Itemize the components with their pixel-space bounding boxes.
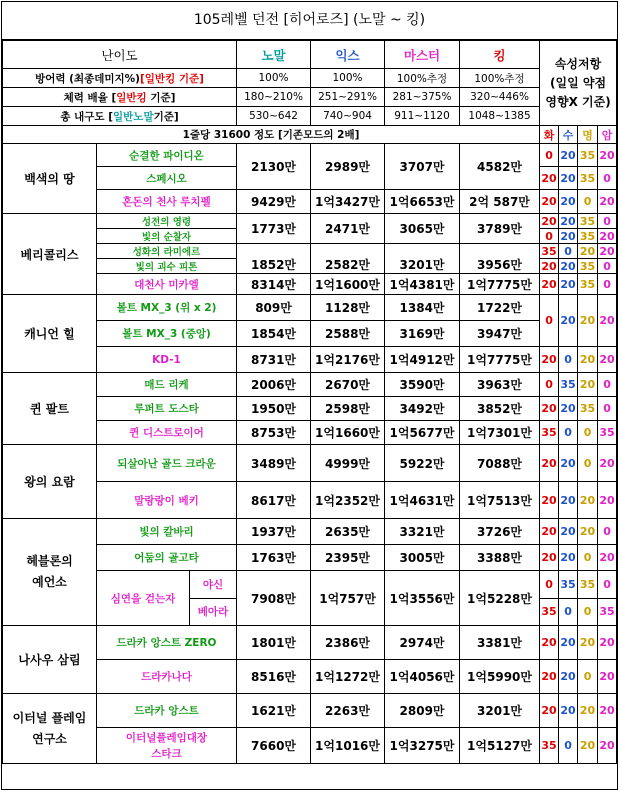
resist-water: 20	[560, 229, 576, 243]
hp-cell: 1억3275만	[385, 728, 460, 764]
hp-cell: 3963만	[460, 373, 540, 397]
resist-light: 35	[578, 259, 598, 274]
resist-note2: 영향X 기준)	[545, 94, 611, 109]
resist-light: 35	[578, 397, 598, 421]
master-header: 마스터	[385, 41, 460, 69]
hp-cell: 2395만	[311, 545, 385, 571]
hp-cell: 3492만	[385, 397, 460, 421]
difficulty-header: 난이도	[3, 41, 237, 69]
dungeon-name: 왕의 요람	[3, 445, 97, 519]
resist-water: 20	[559, 445, 578, 482]
resist-water: 20	[559, 660, 578, 694]
hp-cell: 2974만	[385, 626, 460, 660]
normal-header: 노말	[237, 41, 311, 69]
hp-cell: 1억5228만	[460, 571, 540, 626]
hp-cell: 1억2176만	[311, 347, 385, 373]
resist-water: 20	[559, 626, 578, 660]
hp-cell: 1억3556만	[385, 571, 460, 626]
resist-dark: 35	[598, 421, 617, 445]
hp-cell: 8753만	[237, 421, 311, 445]
resist-water: 35	[559, 571, 578, 599]
resist-dark: 0	[598, 167, 617, 190]
hp-cell: 4582만	[460, 144, 540, 190]
stat-cell: 100%추정	[460, 69, 540, 88]
hp-cell: 1억7775만	[460, 274, 540, 295]
boss-name: KD-1	[97, 347, 237, 373]
boss-form-a: 야신	[190, 571, 236, 599]
resist-light: 0	[578, 598, 598, 626]
hp-cell: 2471만	[311, 214, 385, 244]
stat-cell: 100%	[237, 69, 311, 88]
resist-water: 20	[559, 482, 578, 519]
monster-name: 매드 리케	[97, 373, 237, 397]
dungeon-name-line1: 이터널 플레임	[12, 710, 87, 725]
resist-fire: 0	[540, 295, 559, 347]
resist-fire: 20	[540, 482, 559, 519]
boss-name: 말랑랑이 베키	[97, 482, 237, 519]
hp-cell: 3005만	[385, 545, 460, 571]
hp-cell: 2588만	[311, 321, 385, 347]
stat-cell: 740~904	[311, 107, 385, 126]
hp-cell: 1722만	[460, 295, 540, 321]
note-row: 1줄당 31600 정도 [기존모드의 2배]	[3, 126, 540, 144]
resist-water: 20	[559, 274, 578, 295]
hp-cell: 1억1016만	[311, 728, 385, 764]
resist-dark: 0	[598, 373, 617, 397]
hp-cell: 8516만	[237, 660, 311, 694]
boss-name: 심연을 걷는자	[97, 571, 190, 625]
resist-fire: 20	[540, 167, 559, 190]
hp-cell: 1384만	[385, 295, 460, 321]
hp-cell: 1773만	[237, 214, 311, 244]
resist-dark: 20	[599, 229, 615, 243]
hp-cell: 809만	[237, 295, 311, 321]
stat-cell: 100%추정	[385, 69, 460, 88]
resist-dark: 20	[598, 295, 617, 347]
monster-name: 순결한 파이디온	[97, 144, 237, 167]
hp-cell: 1852만	[237, 244, 311, 274]
resist-light: 20	[578, 626, 598, 660]
resist-light: 35	[578, 144, 598, 167]
resist-dark: 0	[598, 571, 617, 599]
hp-cell: 1763만	[237, 545, 311, 571]
resist-water: 20	[559, 694, 578, 728]
resist-fire: 0	[540, 144, 559, 167]
resist-light: 0	[578, 445, 598, 482]
resist-dark: 20	[598, 190, 617, 214]
hp-cell: 8731만	[237, 347, 311, 373]
dungeon-name-line1: 헤블론의	[26, 554, 73, 568]
resist-light: 0	[578, 190, 598, 214]
dungeon-name: 백색의 땅	[3, 144, 97, 214]
boss-name-line1: 이터널플레임대장	[125, 731, 208, 744]
hp-cell: 3947만	[460, 321, 540, 347]
resist-fire: 35	[540, 598, 559, 626]
hp-cell: 9429만	[237, 190, 311, 214]
dungeon-name-line2: 연구소	[32, 731, 67, 746]
hp-cell: 1억5990만	[460, 660, 540, 694]
hp-cell: 2263만	[311, 694, 385, 728]
stat-cell: 100%	[311, 69, 385, 88]
monster-name: 빛의 괴수 피톤	[97, 259, 237, 274]
element-dark: 암	[598, 126, 617, 144]
resist-light: 35	[578, 229, 598, 244]
resist-fire: 20	[540, 519, 559, 545]
boss-name	[97, 728, 237, 764]
resist-header	[540, 41, 617, 126]
resist-fire: 20	[540, 397, 559, 421]
resist-water: 20	[560, 259, 576, 273]
dungeon-table-sheet	[1, 1, 618, 790]
resist-fire: 20	[541, 259, 557, 273]
resist-light: 35	[578, 167, 598, 190]
page-title: 105레벨 던전 [히어로즈] (노말 ~ 킹)	[2, 2, 617, 40]
resist-fire: 20	[540, 626, 559, 660]
hp-cell: 1억4056만	[385, 660, 460, 694]
resist-water: 20	[559, 295, 578, 347]
resist-light: 35	[578, 571, 598, 599]
monster-name: 성전의 영령	[97, 214, 237, 229]
resist-light: 20	[578, 519, 598, 545]
element-water: 수	[559, 126, 578, 144]
monster-name: 성화의 라미에르	[97, 244, 237, 259]
resist-water: 0	[559, 728, 578, 764]
hp-cell: 3590만	[385, 373, 460, 397]
hp-cell: 1621만	[237, 694, 311, 728]
hp-cell: 3201만	[460, 694, 540, 728]
element-light: 명	[578, 126, 598, 144]
hp-cell: 1억4912만	[385, 347, 460, 373]
resist-dark: 0	[598, 397, 617, 421]
hp-cell: 7088만	[460, 445, 540, 482]
dungeon-name: 퀸 팔트	[3, 373, 97, 445]
resist-light: 35	[578, 214, 598, 229]
resist-water: 0	[559, 347, 578, 373]
resist-dark: 0	[598, 274, 617, 295]
resist-water: 0	[559, 244, 578, 259]
hp-cell: 1억5127만	[460, 728, 540, 764]
hp-cell: 1억1660만	[311, 421, 385, 445]
resist-dark: 0	[598, 214, 617, 229]
hp-cell: 1801만	[237, 626, 311, 660]
hp-cell: 1937만	[237, 519, 311, 545]
resist-note: (일일 약점	[550, 75, 607, 90]
monster-name: 스페시오	[97, 167, 237, 190]
hp-cell: 5922만	[385, 445, 460, 482]
dungeon-name: 나사우 삼림	[3, 626, 97, 694]
resist-water: 20	[559, 144, 578, 167]
hp-cell: 1억1600만	[311, 274, 385, 295]
monster-name: 드라카 앙스트	[97, 694, 237, 728]
hp-cell: 1128만	[311, 295, 385, 321]
hp-cell: 3065만	[385, 214, 460, 244]
monster-name: 빛의 순찰자	[97, 229, 237, 244]
hp-cell: 1억757만	[311, 571, 385, 626]
hp-cell: 4999만	[311, 445, 385, 482]
monster-name: 볼트 MX_3 (위 x 2)	[97, 295, 237, 321]
hp-cell: 2억 587만	[460, 190, 540, 214]
boss-name-line2: 스타크	[151, 747, 182, 760]
resist-fire: 35	[541, 244, 557, 258]
resist-fire: 35	[540, 421, 559, 445]
hp-cell: 3789만	[460, 214, 540, 244]
hp-cell: 1억4631만	[385, 482, 460, 519]
king-header: 킹	[460, 41, 540, 69]
resist-water: 35	[559, 373, 578, 397]
hp-cell: 3381만	[460, 626, 540, 660]
resist-water: 20	[559, 167, 578, 190]
resist-title: 속성저항	[554, 56, 602, 71]
resist-fire: 20	[540, 445, 559, 482]
monster-name: 되살아난 골드 크라운	[97, 445, 237, 482]
hp-cell: 2809만	[385, 694, 460, 728]
resist-fire: 20	[540, 274, 559, 295]
dungeon-name: 캐니언 힐	[3, 295, 97, 373]
expert-header: 익스	[311, 41, 385, 69]
stat-cell: 530~642	[237, 107, 311, 126]
resist-light: 20	[578, 728, 598, 764]
hp-cell: 2006만	[237, 373, 311, 397]
stat-cell: 251~291%	[311, 88, 385, 107]
hp-cell: 1950만	[237, 397, 311, 421]
hp-cell: 1억4381만	[385, 274, 460, 295]
resist-dark: 20	[598, 626, 617, 660]
resist-dark: 0	[598, 259, 617, 274]
stat-cell: 320~446%	[460, 88, 540, 107]
resist-water: 20	[559, 397, 578, 421]
resist-water: 20	[560, 214, 576, 228]
resist-dark: 20	[598, 347, 617, 373]
resist-dark: 20	[598, 660, 617, 694]
stat-cell: 281~375%	[385, 88, 460, 107]
resist-fire: 20	[540, 190, 559, 214]
resist-dark: 20	[598, 545, 617, 571]
hp-cell: 3489만	[237, 445, 311, 482]
resist-light: 20	[578, 373, 598, 397]
hp-cell: 1억1272만	[311, 660, 385, 694]
hp-cell: 2582만	[311, 244, 385, 274]
hp-cell: 1억2352만	[311, 482, 385, 519]
resist-light: 20	[578, 482, 598, 519]
resist-fire: 0	[540, 373, 559, 397]
hp-cell: 8314만	[237, 274, 311, 295]
resist-dark: 0	[598, 519, 617, 545]
resist-dark: 20	[598, 445, 617, 482]
monster-name: 빛의 칼바리	[97, 519, 237, 545]
hp-cell: 2635만	[311, 519, 385, 545]
resist-water: 0	[559, 598, 578, 626]
resist-fire: 20	[540, 347, 559, 373]
hp-cell: 1억5677만	[385, 421, 460, 445]
hp-cell: 3852만	[460, 397, 540, 421]
hp-cell: 2670만	[311, 373, 385, 397]
resist-light: 20	[578, 347, 598, 373]
resist-water: 20	[559, 519, 578, 545]
hp-cell: 3388만	[460, 545, 540, 571]
boss-name: 퀸 디스트로이어	[97, 421, 237, 445]
resist-light: 0	[578, 660, 598, 694]
resist-water: 20	[559, 545, 578, 571]
resist-water: 0	[559, 421, 578, 445]
resist-fire: 35	[540, 728, 559, 764]
hp-cell: 1억7301만	[460, 421, 540, 445]
resist-light: 20	[578, 244, 598, 259]
hp-ratio-label: 체력 배율 [일반킹 기준]	[3, 88, 237, 107]
resist-fire: 20	[540, 694, 559, 728]
stats-table	[2, 40, 617, 764]
boss-form-b: 베아라	[197, 606, 229, 619]
resist-fire: 20	[540, 545, 559, 571]
resist-light: 0	[578, 545, 598, 571]
boss-name: 혼돈의 천사 루치펠	[97, 190, 237, 214]
dungeon-name-line2: 예언소	[32, 575, 67, 589]
dungeon-name	[3, 694, 97, 764]
defense-label: 방어력 (최종데미지%)[일반킹 기준]	[3, 69, 237, 88]
hp-cell: 1억7513만	[460, 482, 540, 519]
dungeon-name: 베리콜리스	[3, 214, 97, 295]
resist-fire: 0	[540, 229, 559, 244]
monster-name: 루퍼트 도스타	[97, 397, 237, 421]
hp-cell: 3726만	[460, 519, 540, 545]
resist-light: 35	[578, 274, 598, 295]
boss-name: 드라카나다	[97, 660, 237, 694]
resist-water: 20	[559, 190, 578, 214]
hp-cell: 2130만	[237, 144, 311, 190]
element-fire: 화	[540, 126, 559, 144]
resist-fire: 20	[541, 214, 557, 228]
resist-light: 20	[578, 295, 598, 347]
stat-cell: 1048~1385	[460, 107, 540, 126]
hp-cell: 8617만	[237, 482, 311, 519]
hp-cell: 1억6653만	[385, 190, 460, 214]
monster-name: 드라카 앙스트 ZERO	[97, 626, 237, 660]
hp-cell: 7660만	[237, 728, 311, 764]
dungeon-name	[3, 519, 97, 626]
resist-dark: 20	[598, 694, 617, 728]
monster-name: 어둠의 골고타	[97, 545, 237, 571]
stat-cell: 180~210%	[237, 88, 311, 107]
hp-cell: 2989만	[311, 144, 385, 190]
resist-dark: 20	[598, 728, 617, 764]
hp-cell: 2386만	[311, 626, 385, 660]
resist-light: 20	[578, 694, 598, 728]
resist-dark: 20	[599, 244, 615, 258]
hp-cell: 3707만	[385, 144, 460, 190]
resist-dark: 20	[598, 482, 617, 519]
hp-cell: 2598만	[311, 397, 385, 421]
monster-name: 볼트 MX_3 (중앙)	[97, 321, 237, 347]
hp-cell: 7908만	[237, 571, 311, 626]
hp-cell: 3321만	[385, 519, 460, 545]
hp-cell: 3956만	[460, 244, 540, 274]
resist-fire: 0	[540, 571, 559, 599]
resist-dark: 35	[598, 598, 617, 626]
boss-name-split	[97, 571, 237, 626]
boss-name: 대천사 미카엘	[97, 274, 237, 295]
resist-light: 0	[578, 421, 598, 445]
stat-cell: 911~1120	[385, 107, 460, 126]
durability-label: 총 내구도 [일반노말기준]	[3, 107, 237, 126]
resist-fire: 20	[540, 660, 559, 694]
hp-cell: 1억3427만	[311, 190, 385, 214]
hp-cell: 3169만	[385, 321, 460, 347]
hp-cell: 1854만	[237, 321, 311, 347]
hp-cell: 1억7775만	[460, 347, 540, 373]
hp-cell: 3201만	[385, 244, 460, 274]
resist-dark: 20	[598, 144, 617, 167]
